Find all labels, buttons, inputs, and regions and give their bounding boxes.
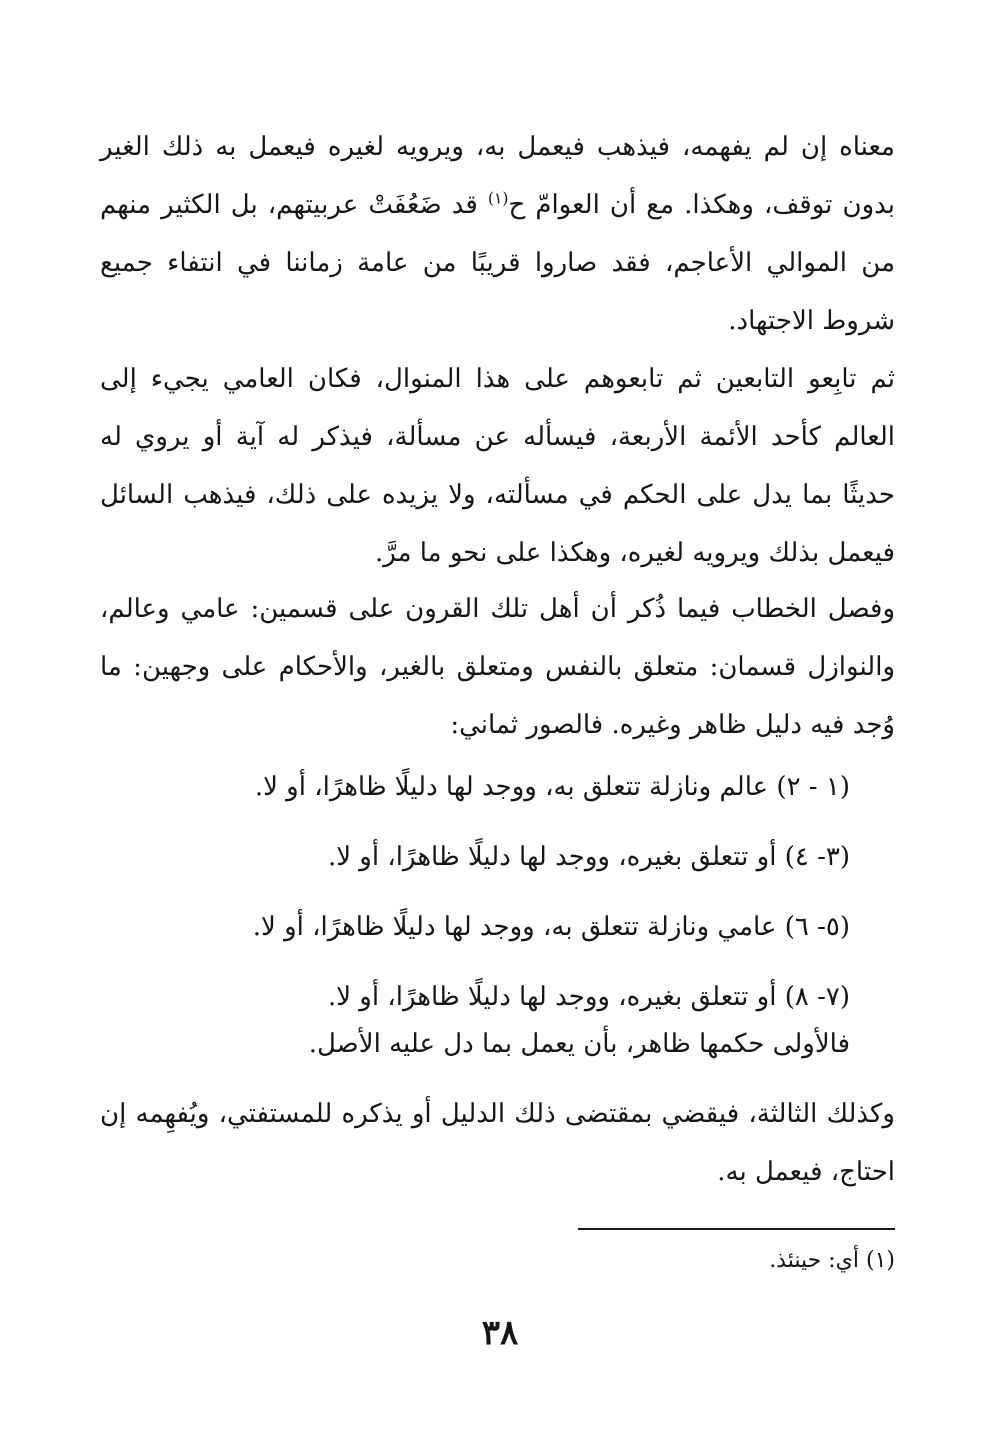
paragraph-2-text: ثم تابِعو التابعين ثم تابعوهم على هذا المنوال، فكان العامي يجيء إلى العالم كأحد الأئمة الأربعة، فيسأله عن مسألة، فيذكر له آية أو يروي له حديثًا بما يدل على الحكم في مسألته، ولا يزيده على ذلك، فيذهب السائل فيعمل بذلك ويرويه لغيره، وهكذا على نحو ما مرَّ. (100, 364, 895, 568)
case-item: (١ - ٢) عالم ونازلة تتعلق به، ووجد لها دليلًا ظاهرًا، أو لا. (254, 772, 850, 802)
footnote-text: أي: حينئذ. (769, 1248, 859, 1273)
paragraph-1 (100, 118, 895, 350)
paragraph-1-text: معناه إن لم يفهمه، فيذهب فيعمل به، ويرويه لغيره فيعمل به ذلك الغير بدون توقف، وهكذا. مع أن العوامّ ح (100, 132, 896, 220)
case-item: (٧- ٨) أو تتعلق بغيره، ووجد لها دليلًا ظاهرًا، أو لا. (327, 982, 850, 1012)
footnote-reference[interactable]: (١) (487, 189, 509, 208)
case-item: (٣- ٤) أو تتعلق بغيره، ووجد لها دليلًا ظاهرًا، أو لا. (327, 842, 850, 872)
footnote-divider (578, 1228, 895, 1230)
paragraph-4-text: فالأولى حكمها ظاهر، بأن يعمل بما دل عليه الأصل. (308, 1029, 850, 1059)
cases-list (100, 752, 850, 1032)
paragraph-1-text-rest: قد ضَعُفَتْ عربيتهم، بل الكثير منهم من الموالي الأعاجم، فقد صاروا قريبًا من عامة زماننا في انتفاء جميع شروط الاجتهاد. (100, 190, 895, 336)
paragraph-4 (100, 1015, 850, 1073)
paragraph-5-text: وكذلك الثالثة، فيقضي بمقتضى ذلك الدليل أو يذكره للمستفتي، ويُفهِمه إن احتاج، فيعمل به. (100, 1099, 895, 1187)
paragraph-3-text: وفصل الخطاب فيما ذُكر أن أهل تلك القرون على قسمين: عامي وعالم، والنوازل قسمان: متعلق بالنفس ومتعلق بالغير، والأحكام على وجهين: ما وُجد فيه دليل ظاهر وغيره. فالصور ثماني: (100, 594, 895, 740)
paragraph-2 (100, 350, 895, 582)
paragraph-3 (100, 580, 895, 754)
page-number: ٣٨ (481, 1313, 519, 1353)
paragraph-5 (100, 1085, 895, 1201)
footnote (500, 1243, 895, 1279)
footnote-marker: (١) (865, 1248, 895, 1273)
case-item: (٥- ٦) عامي ونازلة تتعلق به، ووجد لها دليلًا ظاهرًا، أو لا. (252, 912, 850, 942)
